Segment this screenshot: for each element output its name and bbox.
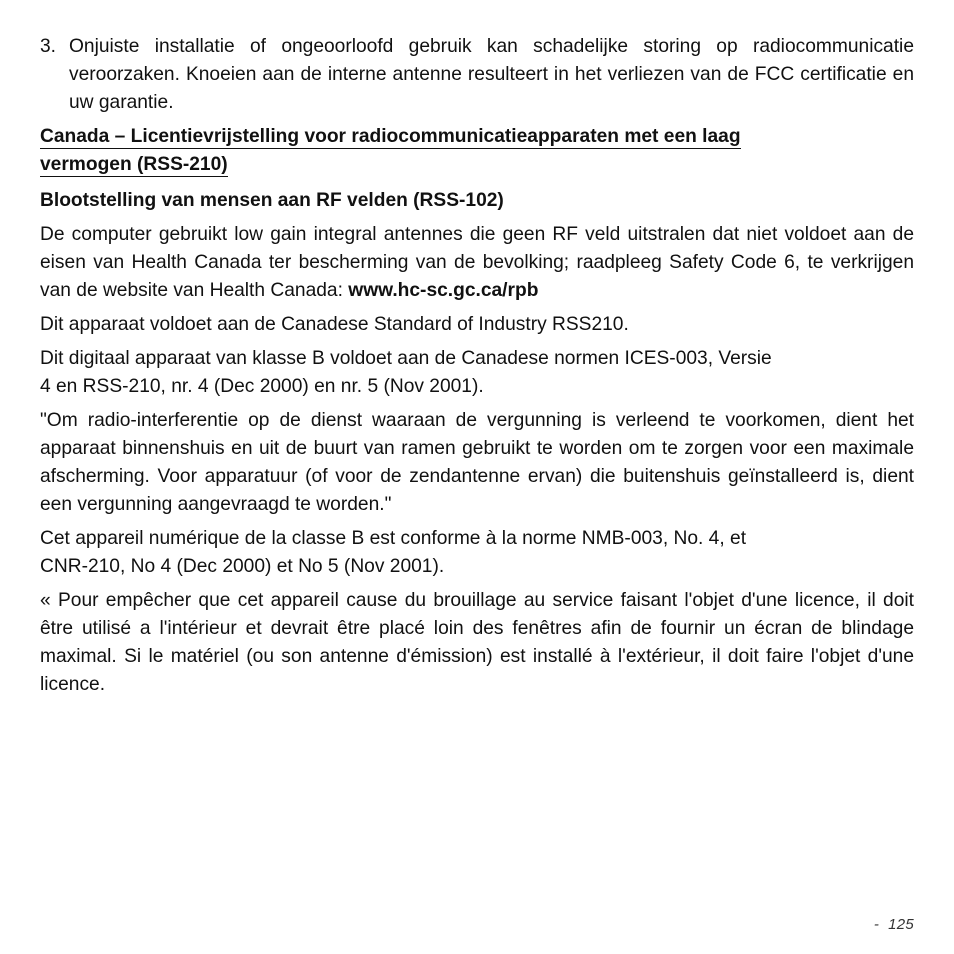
paragraph-digital-nl-line1: Dit digitaal apparaat van klasse B voldoet aan de Canadese normen ICES-003, Versie [40,348,772,369]
paragraph-rss210: Dit apparaat voldoet aan de Canadese Standard of Industry RSS210. [40,314,629,335]
paragraph-digital-nl [40,345,914,401]
paragraph-quote-nl: "Om radio-interferentie op de dienst waaraan de vergunning is verleend te voorkomen, dient het apparaat binnenshuis en uit de buurt van ramen gebruikt te worden om te zorgen voor een maximale afscherming. Voor apparatuur (of voor de zendantenne ervan) die buitenshuis geïnstalleerd is, dient een vergunning aangevraagd te worden." [40,410,914,515]
paragraph-rf-exposure [40,221,914,305]
list-item-3 [40,33,914,117]
health-canada-link[interactable]: www.hc-sc.gc.ca/rpb [348,280,539,301]
page-number: 125 [888,916,914,933]
heading-canada [40,123,914,179]
heading-rf-exposure: Blootstelling van mensen aan RF velden (RSS-102) [40,190,504,211]
page-footer [874,916,914,933]
list-item-number: 3. [40,36,57,57]
document-page [40,33,914,705]
heading-canada-line2: vermogen (RSS-210) [40,154,228,175]
paragraph-quote-fr: « Pour empêcher que cet appareil cause du brouillage au service faisant l'objet d'une licence, il doit être utilisé a l'intérieur et devrait être placé loin des fenêtres afin de fournir un écran de blindage maximal. Si le matériel (ou son antenne d'émission) est installé à l'extérieur, il doit faire l'objet d'une licence. [40,590,914,695]
paragraph-digital-fr-line1: Cet appareil numérique de la classe B est conforme à la norme NMB-003, No. 4, et [40,528,747,549]
paragraph-digital-fr [40,525,914,581]
heading-canada-line1: Canada – Licentievrijstelling voor radiocommunicatieapparaten met een laag [40,126,741,147]
paragraph-digital-fr-line2: CNR-210, No 4 (Dec 2000) et No 5 (Nov 2001). [40,556,445,577]
paragraph-digital-nl-line2: 4 en RSS-210, nr. 4 (Dec 2000) en nr. 5 (Nov 2001). [40,376,484,397]
list-item-text: Onjuiste installatie of ongeoorloofd gebruik kan schadelijke storing op radiocommunicatie veroorzaken. Knoeien aan de interne antenne resulteert in het verliezen van de FCC certificatie en uw garantie. [69,36,914,113]
paragraph-rf-exposure-text: De computer gebruikt low gain integral antennes die geen RF veld uitstralen dat niet voldoet aan de eisen van Health Canada ter bescherming van de bevolking; raadpleeg Safety Code 6, te verkrijgen van de website van Health Canada: [40,224,914,301]
footer-separator: - [873,916,880,933]
